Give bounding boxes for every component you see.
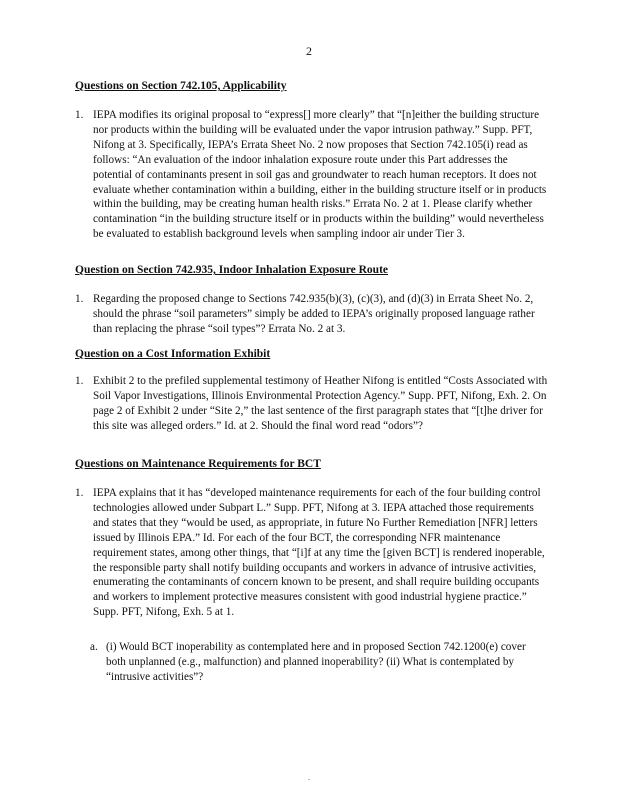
section-heading-bct-maintenance: Questions on Maintenance Requirements for BCT <box>75 458 321 470</box>
item-text: Exhibit 2 to the prefiled supplemental testimony of Heather Nifong is entitled “Costs Associated with Soil Vapor Investigations, Illinois Environmental Protection Agency.” Supp. PFT, Nifong, Exh. 2. On page 2 of Exhibit 2 under “Site 2,” the last sentence of the first paragraph states that “[t]he driver for this site was alleged orders.” Id. at 2. Should the final word read “odors”? <box>93 375 548 432</box>
section-heading-applicability: Questions on Section 742.105, Applicability <box>75 80 287 92</box>
item-number: 1. <box>75 109 84 121</box>
item-number: a. <box>90 641 98 653</box>
section-heading-indoor-inhalation: Question on Section 742.935, Indoor Inhalation Exposure Route <box>75 264 389 276</box>
item-number: 1. <box>75 487 84 499</box>
page-number: 2 <box>306 44 312 58</box>
footer-mark: . <box>307 772 311 782</box>
item-text: IEPA explains that it has “developed maintenance requirements for each of the four building control technologies allowed under Subpart L.” Supp. PFT, Nifong at 3. IEPA attached those requirements and states that they “would be used, as appropriate, in future No Further Remediation [NFR] letters issued by Illinois EPA.” Id. For each of the four BCT, the corresponding NFR maintenance requirement states, among other things, that “[i]f at any time the [given BCT] is rendered inoperable, the responsible party shall notify building occupants and workers in advance of intrusive activities, enumerating the contaminants of concern known to be present, and shall require building occupants and workers to implement protective measures consistent with good industrial hygiene practice.” Supp. PFT, Nifong, Exh. 5 at 1. <box>93 487 545 619</box>
item-text: IEPA modifies its original proposal to “express[] more clearly” that “[n]either the building structure nor products within the building will be evaluated under the vapor intrusion pathway.” Supp. PFT, Nifong at 3. Specifically, IEPA’s Errata Sheet No. 2 now proposes that Section 742.105(i) read as follows: “An evaluation of the indoor inhalation exposure route under this Part addresses the potential of contaminants present in soil gas and groundwater to reach human receptors. It does not evaluate whether contamination within a building, either in the building structure itself or in products within the building, may be creating human health risks.” Errata No. 2 at 1. Please clarify whether contamination “in the building structure itself or in products within the building” would nevertheless be evaluated to establish background levels when sampling indoor air under Tier 3. <box>93 109 547 241</box>
section-heading-cost-exhibit: Question on a Cost Information Exhibit <box>75 348 271 360</box>
item-text: (i) Would BCT inoperability as contemplated here and in proposed Section 742.1200(e) cover both unplanned (e.g., malfunction) and planned inoperability? (ii) What is contemplated by “intrusive activities”? <box>106 641 526 683</box>
item-number: 1. <box>75 375 84 387</box>
item-number: 1. <box>75 293 84 305</box>
item-text: Regarding the proposed change to Sections 742.935(b)(3), (c)(3), and (d)(3) in Errata Sheet No. 2, should the phrase “soil parameters” simply be added to IEPA’s originally proposed language rather than replacing the phrase “soil types”? Errata No. 2 at 3. <box>93 293 535 335</box>
